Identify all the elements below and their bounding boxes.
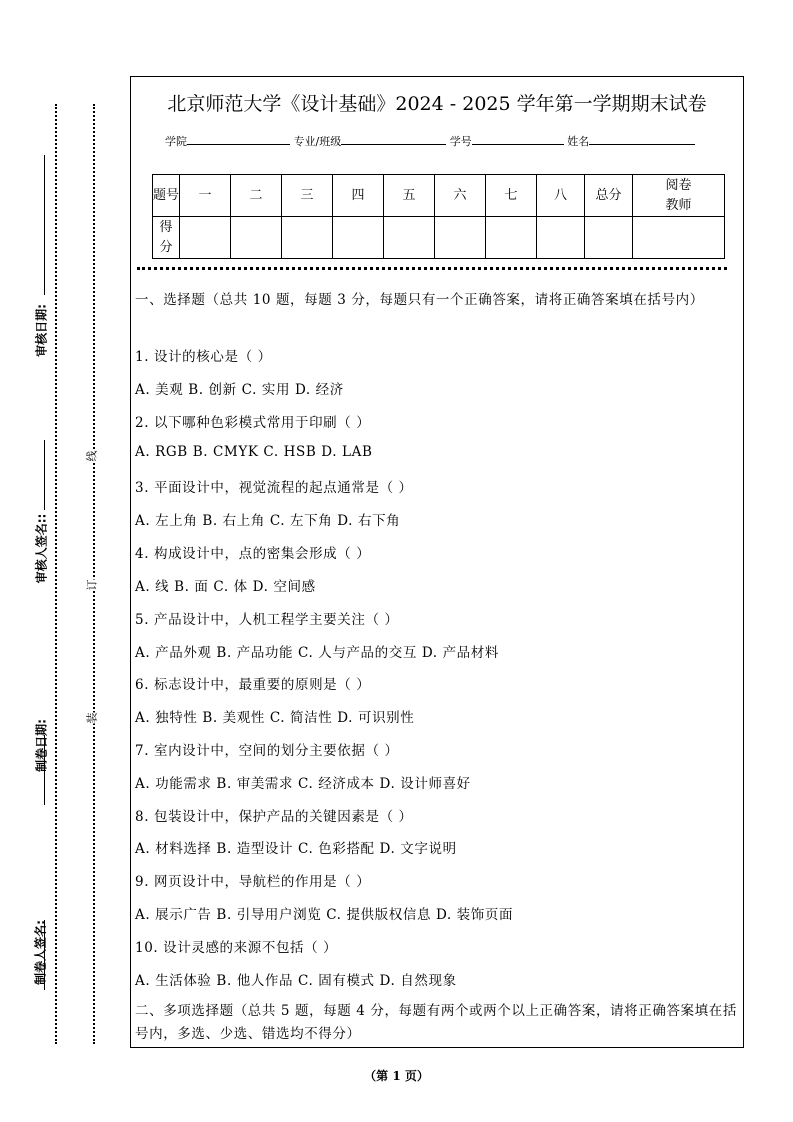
section-divider [137,267,727,270]
score-header-cell: 总分 [585,175,633,217]
major-class-field[interactable] [341,133,446,145]
cut-mark-fold: 装 [85,712,99,724]
binding-dotted-line-inner [93,104,95,1044]
question-4: 4. 构成设计中，点的密集会形成（ ） [135,546,371,562]
cut-mark-bind: 订 [85,579,99,591]
score-header-cell: 三 [282,175,333,217]
exam-paper [130,76,744,1048]
question-1: 1. 设计的核心是（ ） [135,349,272,365]
score-cell-8[interactable] [537,217,585,259]
question-7: 7. 室内设计中，空间的划分主要依据（ ） [135,743,399,759]
question-6-options: A. 独特性 B. 美观性 C. 简洁性 D. 可识别性 [135,710,415,726]
score-header-cell: 六 [435,175,486,217]
question-9-options: A. 展示广告 B. 引导用户浏览 C. 提供版权信息 D. 装饰页面 [135,907,514,923]
question-3: 3. 平面设计中，视觉流程的起点通常是（ ） [135,480,413,496]
signature-line-review-date [44,155,45,295]
cut-mark-line: 线 [85,450,99,462]
score-header-cell: 二 [231,175,282,217]
maker-signature-label: 制卷人签名: [33,920,48,985]
question-10-options: A. 生活体验 B. 他人作品 C. 固有模式 D. 自然现象 [135,973,457,989]
score-cell-2[interactable] [231,217,282,259]
question-6: 6. 标志设计中，最重要的原则是（ ） [135,677,371,693]
reviewer-signature-label: 审核人签名:: [34,513,49,584]
section-1-heading: 一、选择题（总共 10 题，每题 3 分，每题只有一个正确答案，请将正确答案填在括号内） [135,292,704,308]
score-header-cell: 七 [486,175,537,217]
score-header-cell: 四 [333,175,384,217]
college-field[interactable] [187,133,290,145]
score-table-score-row [153,217,725,259]
score-row-label: 得分 [153,217,180,259]
exam-title: 北京师范大学《设计基础》2024 - 2025 学年第一学期期末试卷 [167,93,707,115]
score-table-header-row [153,175,725,217]
college-label: 学院 [165,135,187,148]
question-2: 2. 以下哪种色彩模式常用于印刷（ ） [135,415,371,431]
score-table [152,174,725,259]
score-header-cell: 一 [180,175,231,217]
signature-line-reviewer [44,440,45,510]
question-8-options: A. 材料选择 B. 造型设计 C. 色彩搭配 D. 文字说明 [135,841,457,857]
student-info-row [165,133,695,149]
student-id-label: 学号 [449,135,472,148]
score-cell-grader[interactable] [633,217,725,259]
major-class-label: 专业/班级 [293,135,342,148]
make-date-label: 制卷日期: [34,719,49,772]
score-cell-total[interactable] [585,217,633,259]
student-id-field[interactable] [472,133,564,145]
review-date-label: 审核日期: [34,304,49,357]
score-header-cell: 五 [384,175,435,217]
question-1-options: A. 美观 B. 创新 C. 实用 D. 经济 [135,382,344,398]
question-8: 8. 包装设计中，保护产品的关键因素是（ ） [135,809,413,825]
question-7-options: A. 功能需求 B. 审美需求 C. 经济成本 D. 设计师喜好 [135,776,471,792]
question-5-options: A. 产品外观 B. 产品功能 C. 人与产品的交互 D. 产品材料 [135,645,499,661]
question-3-options: A. 左上角 B. 右上角 C. 左下角 D. 右下角 [135,513,401,529]
score-cell-6[interactable] [435,217,486,259]
score-cell-4[interactable] [333,217,384,259]
score-cell-3[interactable] [282,217,333,259]
score-header-cell: 题号 [153,175,180,217]
question-5: 5. 产品设计中，人机工程学主要关注（ ） [135,612,399,628]
name-label: 姓名 [567,135,590,148]
score-header-cell: 阅卷教师 [633,175,725,217]
score-cell-1[interactable] [180,217,231,259]
question-4-options: A. 线 B. 面 C. 体 D. 空间感 [135,579,316,595]
question-9: 9. 网页设计中，导航栏的作用是（ ） [135,874,371,890]
name-field[interactable] [589,133,695,145]
question-2-options: A. RGB B. CMYK C. HSB D. LAB [135,444,373,460]
score-cell-7[interactable] [486,217,537,259]
section-2-heading: 二、多项选择题（总共 5 题，每题 4 分，每题有两个或两个以上正确答案，请将正确答案填在括号内，多选、少选、错选均不得分） [135,1003,737,1042]
score-cell-5[interactable] [384,217,435,259]
score-header-cell: 八 [537,175,585,217]
question-10: 10. 设计灵感的来源不包括（ ） [135,940,338,956]
binding-dotted-line-outer [55,104,57,1044]
page-number: （第 1 页） [364,1069,429,1083]
